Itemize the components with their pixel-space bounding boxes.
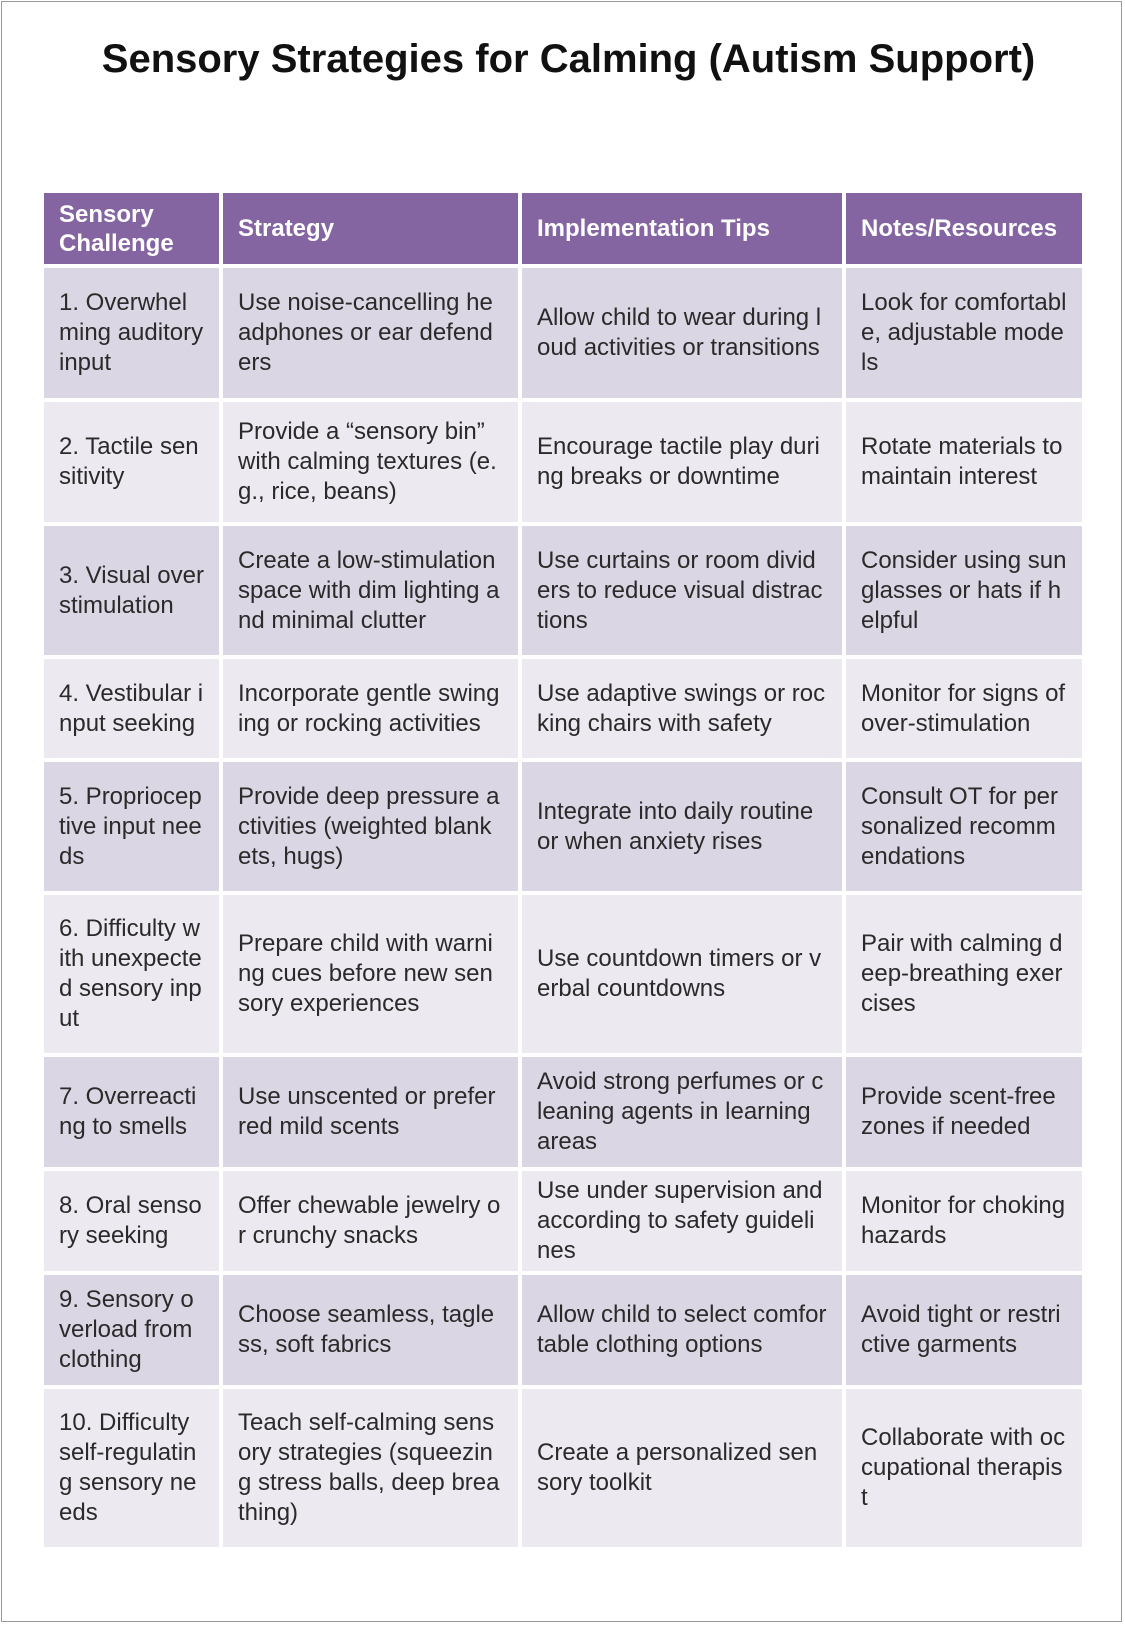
cell-notes: Consult OT for personalized recommendations <box>846 762 1082 891</box>
cell-strategy: Use unscented or preferred mild scents <box>223 1057 518 1167</box>
cell-strategy: Use noise-cancelling headphones or ear defenders <box>223 268 518 398</box>
table-row <box>44 526 1082 655</box>
cell-notes: Rotate materials to maintain interest <box>846 402 1082 522</box>
table-row <box>44 1171 1082 1271</box>
cell-strategy: Offer chewable jewelry or crunchy snacks <box>223 1171 518 1271</box>
cell-notes: Consider using sunglasses or hats if helpful <box>846 526 1082 655</box>
table-row <box>44 1389 1082 1547</box>
cell-tips: Create a personalized sensory toolkit <box>522 1389 842 1547</box>
cell-strategy: Incorporate gentle swinging or rocking activities <box>223 659 518 758</box>
cell-challenge: 8. Oral sensory seeking <box>44 1171 219 1271</box>
table-row <box>44 402 1082 522</box>
cell-strategy: Provide deep pressure activities (weighted blankets, hugs) <box>223 762 518 891</box>
cell-tips: Use adaptive swings or rocking chairs with safety <box>522 659 842 758</box>
cell-challenge: 7. Overreacting to smells <box>44 1057 219 1167</box>
page-title: Sensory Strategies for Calming (Autism Support) <box>101 37 1036 81</box>
table-row <box>44 895 1082 1053</box>
cell-challenge: 6. Difficulty with unexpected sensory input <box>44 895 219 1053</box>
cell-notes: Pair with calming deep-breathing exercises <box>846 895 1082 1053</box>
cell-challenge: 1. Overwhelming auditory input <box>44 268 219 398</box>
cell-challenge: 4. Vestibular input seeking <box>44 659 219 758</box>
cell-notes: Provide scent-free zones if needed <box>846 1057 1082 1167</box>
cell-strategy: Choose seamless, tagless, soft fabrics <box>223 1275 518 1385</box>
cell-challenge: 2. Tactile sensitivity <box>44 402 219 522</box>
cell-tips: Encourage tactile play during breaks or downtime <box>522 402 842 522</box>
header-sensory-challenge: Sensory Challenge <box>44 193 219 264</box>
cell-tips: Allow child to select comfortable clothing options <box>522 1275 842 1385</box>
header-strategy: Strategy <box>223 193 518 264</box>
table-row <box>44 1057 1082 1167</box>
table-row <box>44 762 1082 891</box>
cell-strategy: Teach self-calming sensory strategies (squeezing stress balls, deep breathing) <box>223 1389 518 1547</box>
cell-notes: Collaborate with occupational therapist <box>846 1389 1082 1547</box>
cell-notes: Look for comfortable, adjustable models <box>846 268 1082 398</box>
cell-tips: Integrate into daily routine or when anxiety rises <box>522 762 842 891</box>
table-header-row <box>44 193 1082 264</box>
cell-challenge: 9. Sensory overload from clothing <box>44 1275 219 1385</box>
cell-strategy: Provide a “sensory bin” with calming textures (e.g., rice, beans) <box>223 402 518 522</box>
strategies-table <box>40 189 1086 1551</box>
cell-notes: Avoid tight or restrictive garments <box>846 1275 1082 1385</box>
cell-challenge: 5. Proprioceptive input needs <box>44 762 219 891</box>
table-row <box>44 1275 1082 1385</box>
cell-challenge: 10. Difficulty self-regulating sensory needs <box>44 1389 219 1547</box>
cell-notes: Monitor for signs of over-stimulation <box>846 659 1082 758</box>
cell-tips: Use curtains or room dividers to reduce visual distractions <box>522 526 842 655</box>
cell-strategy: Create a low-stimulation space with dim lighting and minimal clutter <box>223 526 518 655</box>
cell-tips: Avoid strong perfumes or cleaning agents in learning areas <box>522 1057 842 1167</box>
header-notes-resources: Notes/Resources <box>846 193 1082 264</box>
cell-challenge: 3. Visual overstimulation <box>44 526 219 655</box>
cell-strategy: Prepare child with warning cues before new sensory experiences <box>223 895 518 1053</box>
cell-tips: Use countdown timers or verbal countdowns <box>522 895 842 1053</box>
table-row <box>44 659 1082 758</box>
cell-tips: Use under supervision and according to safety guidelines <box>522 1171 842 1271</box>
cell-notes: Monitor for choking hazards <box>846 1171 1082 1271</box>
header-implementation-tips: Implementation Tips <box>522 193 842 264</box>
cell-tips: Allow child to wear during loud activities or transitions <box>522 268 842 398</box>
table-row <box>44 268 1082 398</box>
